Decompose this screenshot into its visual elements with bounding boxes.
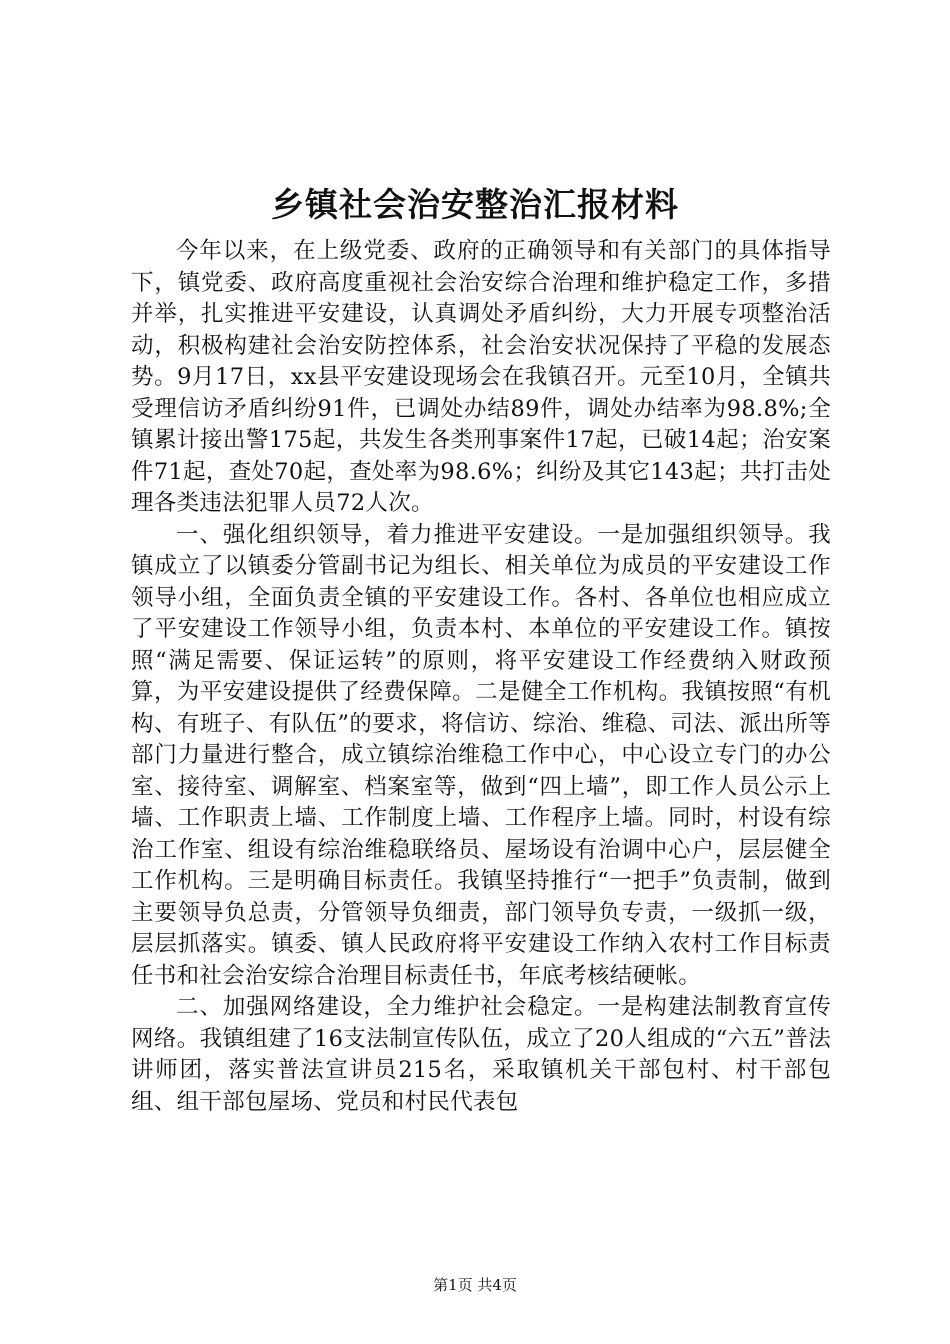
page-footer: 第1页 共4页 [433,1276,517,1294]
paragraph-intro: 今年以来，在上级党委、政府的正确领导和有关部门的具体指导下，镇党委、政府高度重视社会治安综合治理和维护稳定工作，多措并举，扎实推进平安建设，认真调处矛盾纠纷，大力开展专项整治活动，积极构建社会治安防控体系，社会治安状况保持了平稳的发展态势。9月17日，xx县平安建设现场会在我镇召开。元至10月，全镇共受理信访矛盾纠纷91件，已调处办结89件，调处办结率为98.8%;全镇累计接出警175起，共发生各类刑事案件17起，已破14起；治安案件71起，查处70起，查处率为98.6%；纠纷及其它143起；共打击处理各类违法犯罪人员72人次。 [131,238,831,516]
document-body [131,236,831,1118]
document-title: 乡镇社会治安整治汇报材料 [271,185,679,224]
paragraph-section-two: 二、加强网络建设，全力维护社会稳定。一是构建法制教育宣传网络。我镇组建了16支法制宣传队伍，成立了20人组成的“六五”普法讲师团，落实普法宣讲员215名，采取镇机关干部包村、村干部包组、组干部包屋场、党员和村民代表包 [131,994,831,1115]
paragraph-section-one: 一、强化组织领导，着力推进平安建设。一是加强组织领导。我镇成立了以镇委分管副书记为组长、相关单位为成员的平安建设工作领导小组，全面负责全镇的平安建设工作。各村、各单位也相应成立了平安建设工作领导小组，负责本村、本单位的平安建设工作。镇按照“满足需要、保证运转”的原则，将平安建设工作经费纳入财政预算，为平安建设提供了经费保障。二是健全工作机构。我镇按照“有机构、有班子、有队伍”的要求，将信访、综治、维稳、司法、派出所等部门力量进行整合，成立镇综治维稳工作中心，中心设立专门的办公室、接待室、调解室、档案室等，做到“四上墙”，即工作人员公示上墙、工作职责上墙、工作制度上墙、工作程序上墙。同时，村设有综治工作室、组设有综治维稳联络员、屋场设有治调中心户，层层健全工作机构。三是明确目标责任。我镇坚持推行“一把手”负责制，做到主要领导负总责，分管领导负细责，部门领导负专责，一级抓一级，层层抓落实。镇委、镇人民政府将平安建设工作纳入农村工作目标责任书和社会治安综合治理目标责任书，年底考核结硬帐。 [131,521,831,989]
